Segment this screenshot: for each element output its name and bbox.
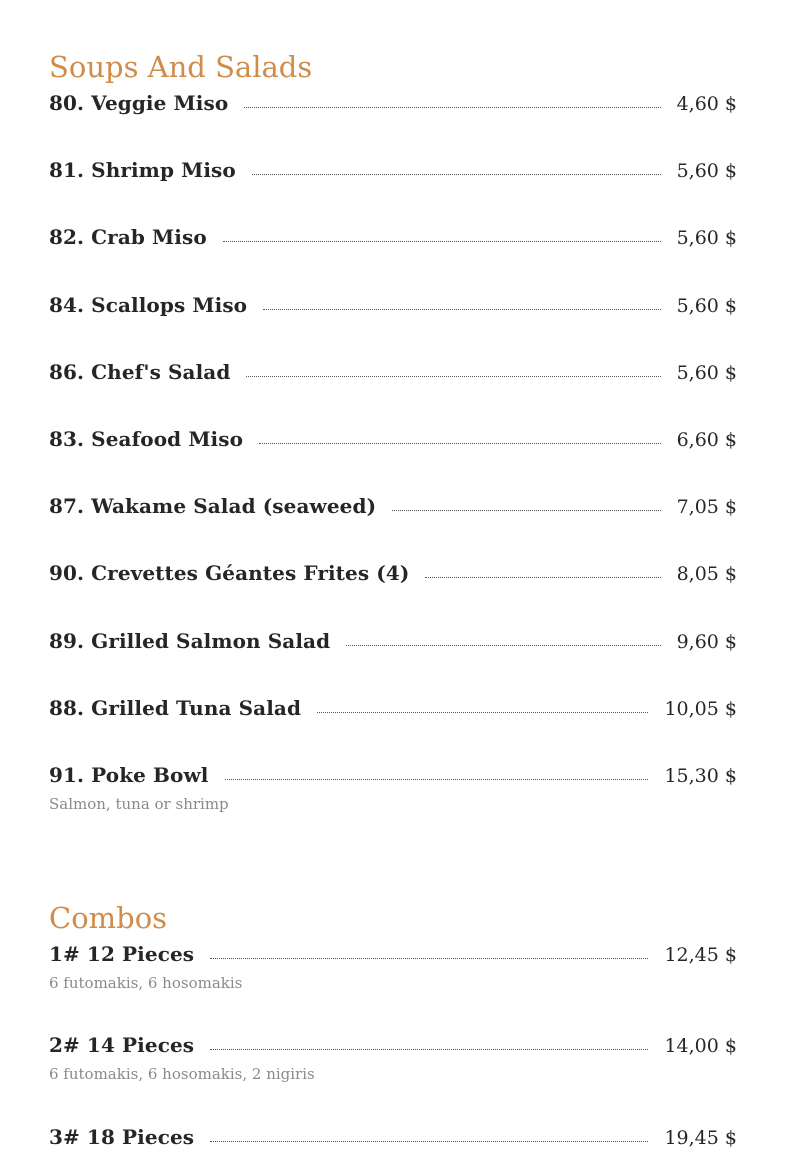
menu-item-name: 91. Poke Bowl	[49, 763, 209, 787]
dotted-leader	[252, 174, 661, 175]
menu-item-name: 80. Veggie Miso	[49, 91, 229, 115]
menu-item[interactable]	[49, 494, 737, 518]
menu-item-name: 87. Wakame Salad (seaweed)	[49, 494, 377, 518]
menu-item[interactable]	[49, 427, 737, 451]
menu-item[interactable]	[49, 91, 737, 115]
menu-item[interactable]	[49, 696, 737, 720]
dotted-leader	[259, 443, 661, 444]
menu-item-name: 86. Chef's Salad	[49, 360, 231, 384]
menu-item[interactable]	[49, 158, 737, 182]
dotted-leader	[317, 712, 648, 713]
menu-item-name: 88. Grilled Tuna Salad	[49, 696, 302, 720]
menu-item[interactable]	[49, 1125, 737, 1149]
menu-item[interactable]	[49, 629, 737, 653]
menu-item-description: 6 futomakis, 6 hosomakis, 2 nigiris	[49, 1065, 315, 1083]
dotted-leader	[225, 779, 649, 780]
dotted-leader	[244, 107, 660, 108]
dotted-leader	[346, 645, 660, 646]
menu-item-price: 6,60 $	[676, 429, 737, 451]
dotted-leader	[210, 958, 648, 959]
dotted-leader	[263, 309, 660, 310]
menu-item-price: 15,30 $	[664, 765, 737, 787]
menu-item-name: 3# 18 Pieces	[49, 1125, 195, 1149]
menu-item-price: 12,45 $	[664, 944, 737, 966]
menu-item-name: 84. Scallops Miso	[49, 293, 248, 317]
dotted-leader	[246, 376, 660, 377]
menu-item[interactable]	[49, 763, 737, 813]
menu-item-price: 8,05 $	[676, 563, 737, 585]
menu-item-name: 83. Seafood Miso	[49, 427, 244, 451]
menu-item-name: 82. Crab Miso	[49, 225, 207, 249]
menu-item-name: 90. Crevettes Géantes Frites (4)	[49, 561, 410, 585]
menu-item[interactable]	[49, 293, 737, 317]
section-title-combos: Combos	[49, 901, 168, 936]
dotted-leader	[210, 1141, 648, 1142]
menu-item[interactable]	[49, 561, 737, 585]
menu-item[interactable]	[49, 942, 737, 992]
menu-item-name: 2# 14 Pieces	[49, 1033, 195, 1057]
menu-item-price: 10,05 $	[664, 698, 737, 720]
menu-item-price: 9,60 $	[676, 631, 737, 653]
menu-item[interactable]	[49, 360, 737, 384]
menu-item[interactable]	[49, 1033, 737, 1083]
menu-item-description: Salmon, tuna or shrimp	[49, 795, 229, 813]
menu-item-price: 5,60 $	[676, 362, 737, 384]
menu-item-price: 14,00 $	[664, 1035, 737, 1057]
menu-item-price: 19,45 $	[664, 1127, 737, 1149]
section-title-soups-and-salads: Soups And Salads	[49, 50, 313, 85]
dotted-leader	[425, 577, 660, 578]
dotted-leader	[210, 1049, 648, 1050]
menu-item-price: 5,60 $	[676, 295, 737, 317]
menu-item-description: 6 futomakis, 6 hosomakis	[49, 974, 243, 992]
dotted-leader	[392, 510, 660, 511]
menu-item-name: 89. Grilled Salmon Salad	[49, 629, 331, 653]
menu-item-price: 4,60 $	[676, 93, 737, 115]
menu-item-price: 5,60 $	[676, 160, 737, 182]
menu-item-price: 7,05 $	[676, 496, 737, 518]
menu-item-price: 5,60 $	[676, 227, 737, 249]
menu-item-name: 81. Shrimp Miso	[49, 158, 236, 182]
dotted-leader	[223, 241, 661, 242]
menu-item-name: 1# 12 Pieces	[49, 942, 195, 966]
menu-item[interactable]	[49, 225, 737, 249]
